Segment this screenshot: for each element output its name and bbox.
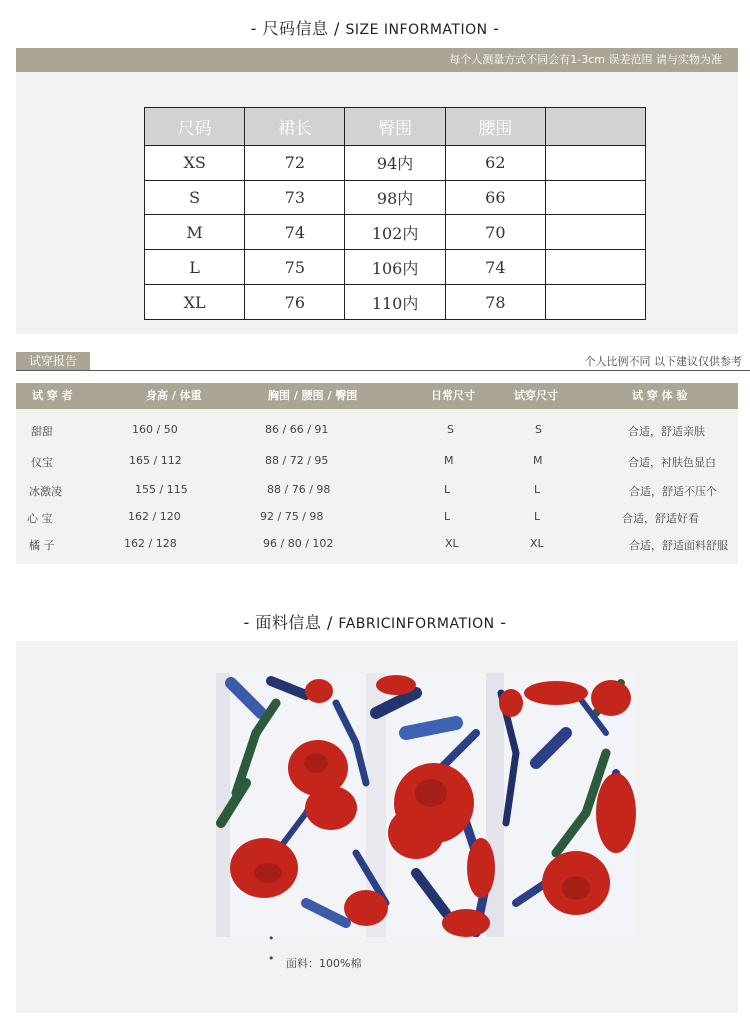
header-daily-size: 日常尺寸 xyxy=(431,389,475,402)
measurements: 88 / 72 / 95 xyxy=(265,454,329,467)
bullet-dot: • xyxy=(268,952,275,965)
fabric-title-en: FABRICINFORMATION xyxy=(338,616,495,632)
daily-size: XL xyxy=(445,537,459,550)
size-cell xyxy=(545,250,645,285)
size-cell: 98内 xyxy=(345,180,445,215)
title-dash-left: - xyxy=(243,613,250,632)
header-trial-size: 试穿尺寸 xyxy=(514,389,558,402)
report-header xyxy=(16,383,738,409)
experience: 合适，舒适亲肤 xyxy=(628,425,705,438)
report-note: 个人比例不同 以下建议仅供参考 xyxy=(584,355,742,368)
fabric-title-separator: / xyxy=(321,613,339,632)
trial-size: L xyxy=(534,510,541,523)
size-row xyxy=(145,250,646,285)
title-dash-right: - xyxy=(500,613,507,632)
tester-name: 冰激凌 xyxy=(29,485,62,498)
trial-size: M xyxy=(533,454,543,467)
experience: 合适，舒适好看 xyxy=(622,512,699,525)
size-cell xyxy=(545,285,645,320)
fabric-photo xyxy=(216,673,636,937)
measurements: 92 / 75 / 98 xyxy=(260,510,324,523)
header-tester: 试 穿 者 xyxy=(32,389,73,402)
size-table xyxy=(144,107,646,320)
height-weight: 155 / 115 xyxy=(135,483,188,496)
size-cell: 73 xyxy=(245,180,345,215)
daily-size: S xyxy=(447,423,454,436)
size-title-cn: 尺码信息 xyxy=(262,19,329,38)
size-title-en: SIZE INFORMATION xyxy=(345,22,488,38)
tester-name: 甜甜 xyxy=(31,425,53,438)
header-experience: 试 穿 体 验 xyxy=(632,389,688,402)
size-cell: 106内 xyxy=(345,250,445,285)
measurements: 88 / 76 / 98 xyxy=(267,483,331,496)
daily-size: M xyxy=(444,454,454,467)
header-height-weight: 身高 / 体重 xyxy=(146,389,202,402)
trial-size: S xyxy=(535,423,542,436)
size-note-bar xyxy=(16,48,738,72)
tester-name: 仪宝 xyxy=(31,456,53,469)
size-cell: L xyxy=(145,250,245,285)
fabric-title-cn: 面料信息 xyxy=(255,613,322,632)
size-cell: 62 xyxy=(445,145,545,180)
daily-size: L xyxy=(444,483,451,496)
size-table-header xyxy=(145,108,646,146)
trial-size: L xyxy=(534,483,541,496)
size-cell: 78 xyxy=(445,285,545,320)
fabric-section-title xyxy=(0,610,750,633)
measurement-note: 每个人测量方式不同会有1-3cm 误差范围 请与实物为准 xyxy=(449,53,722,66)
size-row xyxy=(145,285,646,320)
size-cell: 76 xyxy=(245,285,345,320)
height-weight: 165 / 112 xyxy=(129,454,182,467)
size-cell: 94内 xyxy=(345,145,445,180)
size-cell: M xyxy=(145,215,245,250)
size-cell: 74 xyxy=(445,250,545,285)
size-section-title xyxy=(0,16,750,39)
size-cell: 70 xyxy=(445,215,545,250)
size-cell xyxy=(545,215,645,250)
size-cell: 74 xyxy=(245,215,345,250)
experience: 合适，舒适面料舒服 xyxy=(629,539,728,552)
header-measurements: 胸围 / 腰围 / 臀围 xyxy=(268,389,358,402)
size-cell: XL xyxy=(145,285,245,320)
tester-name: 橘 子 xyxy=(29,539,55,552)
floral-print-image xyxy=(216,673,636,937)
size-title-separator: / xyxy=(328,19,346,38)
size-row xyxy=(145,215,646,250)
size-row xyxy=(145,180,646,215)
size-cell xyxy=(545,145,645,180)
daily-size: L xyxy=(444,510,451,523)
height-weight: 160 / 50 xyxy=(132,423,178,436)
header-hip: 臀围 xyxy=(345,108,445,146)
size-cell: 75 xyxy=(245,250,345,285)
header-size: 尺码 xyxy=(145,108,245,146)
size-cell: 72 xyxy=(245,145,345,180)
size-cell: 66 xyxy=(445,180,545,215)
bullet-empty: • xyxy=(268,932,275,945)
size-cell xyxy=(545,180,645,215)
size-cell: XS xyxy=(145,145,245,180)
trial-size: XL xyxy=(530,537,544,550)
header-waist: 腰围 xyxy=(445,108,545,146)
size-cell: 110内 xyxy=(345,285,445,320)
tester-name: 心 宝 xyxy=(27,512,53,525)
measurements: 86 / 66 / 91 xyxy=(265,423,329,436)
title-dash-left: - xyxy=(250,19,257,38)
size-row xyxy=(145,145,646,180)
size-cell: 102内 xyxy=(345,215,445,250)
report-tab: 试穿报告 xyxy=(16,352,90,370)
report-divider xyxy=(16,370,750,371)
height-weight: 162 / 128 xyxy=(124,537,177,550)
header-length: 裙长 xyxy=(245,108,345,146)
size-cell: S xyxy=(145,180,245,215)
header-empty xyxy=(545,108,645,146)
experience: 合适，衬肤色显白 xyxy=(628,456,716,469)
height-weight: 162 / 120 xyxy=(128,510,181,523)
title-dash-right: - xyxy=(493,19,500,38)
experience: 合适，舒适不压个 xyxy=(629,485,717,498)
fabric-material: 面料：100%棉 xyxy=(286,957,362,970)
measurements: 96 / 80 / 102 xyxy=(263,537,334,550)
